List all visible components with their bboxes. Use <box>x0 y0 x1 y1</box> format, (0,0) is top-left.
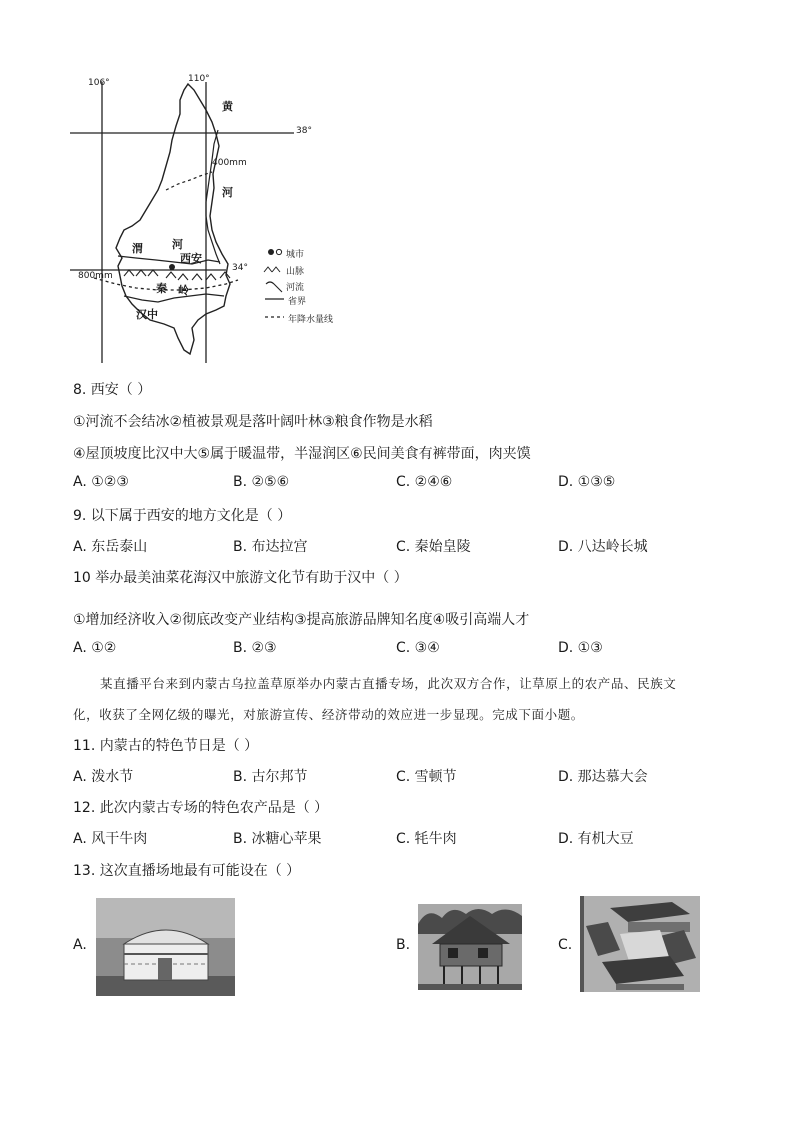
q12-option-c[interactable]: C. 牦牛肉 <box>396 831 457 847</box>
region-map <box>66 70 366 365</box>
legend-mountain-symbol <box>264 267 280 272</box>
river-he-label: 河 <box>222 186 233 199</box>
isohyet-800-label: 800mm <box>78 271 113 281</box>
q8-option-b[interactable]: B. ②⑤⑥ <box>233 474 290 490</box>
q11-option-a[interactable]: A. 泼水节 <box>73 769 134 785</box>
q10-stem: 10 举办最美油菜花海汉中旅游文化节有助于汉中（ ） <box>73 570 408 586</box>
q11-option-d[interactable]: D. 那达慕大会 <box>558 769 648 785</box>
courtyard-house-drawing <box>580 896 700 992</box>
q13-option-a-label[interactable]: A. <box>73 937 87 953</box>
q8-statement-line2: ④屋顶坡度比汉中大⑤属于暖温带，半湿润区⑥民间美食有裤带面，肉夹馍 <box>73 446 531 462</box>
lat-34-label: 34° <box>232 263 248 273</box>
q10-option-a[interactable]: A. ①② <box>73 640 117 656</box>
q8-option-d[interactable]: D. ①③⑤ <box>558 474 616 490</box>
isohyet-400 <box>166 172 212 190</box>
q12-option-b[interactable]: B. 冰糖心苹果 <box>233 831 322 847</box>
passage-line1: 某直播平台来到内蒙古乌拉盖草原举办内蒙古直播专场，此次双方合作，让草原上的农产品、民族文 <box>100 676 677 691</box>
q10-statement-line1: ①增加经济收入②彻底改变产业结构③提高旅游品牌知名度④吸引高端人才 <box>73 612 530 628</box>
stilt-house-drawing <box>418 904 522 990</box>
legend-mountain-label: 山脉 <box>286 267 305 277</box>
isohyet-400-label: 400mm <box>212 158 247 168</box>
q9-stem: 9. 以下属于西安的地方文化是（ ） <box>73 508 292 524</box>
q8-option-c[interactable]: C. ②④⑥ <box>396 474 453 490</box>
legend-isohyet-label: 年降水量线 <box>288 315 334 325</box>
q10-option-b[interactable]: B. ②③ <box>233 640 277 656</box>
legend-city-label: 城市 <box>286 250 305 260</box>
province-border <box>116 84 230 354</box>
q8-stem: 8. 西安（ ） <box>73 382 152 398</box>
q13-stem: 13. 这次直播场地最有可能设在（ ） <box>73 863 301 879</box>
yurt-photo[interactable] <box>96 898 235 996</box>
city-hanzhong-label: 汉中 <box>136 308 158 321</box>
q9-option-b[interactable]: B. 布达拉宫 <box>233 539 308 555</box>
stilt-house-photo[interactable] <box>418 904 522 990</box>
q12-option-d[interactable]: D. 有机大豆 <box>558 831 634 847</box>
legend-city-dot <box>268 249 274 255</box>
mountain-ling-label: 岭 <box>178 284 189 297</box>
xian-city-dot <box>169 264 175 270</box>
q11-option-c[interactable]: C. 雪顿节 <box>396 769 457 785</box>
mountain-qin-label: 秦 <box>156 282 167 295</box>
q10-option-d[interactable]: D. ①③ <box>558 640 603 656</box>
q10-option-c[interactable]: C. ③④ <box>396 640 440 656</box>
q9-option-d[interactable]: D. 八达岭长城 <box>558 539 648 555</box>
q11-stem: 11. 内蒙古的特色节日是（ ） <box>73 738 259 754</box>
city-xian-label: 西安 <box>180 252 202 265</box>
q9-option-a[interactable]: A. 东岳泰山 <box>73 539 148 555</box>
wei-river <box>118 256 220 264</box>
weihe-wei-label: 渭 <box>132 242 143 255</box>
legend-river-symbol <box>266 282 282 292</box>
q13-option-b-label[interactable]: B. <box>396 937 411 953</box>
courtyard-house-photo[interactable] <box>580 896 700 992</box>
passage-line2: 化，收获了全网亿级的曝光，对旅游宣传、经济带动的效应进一步显现。完成下面小题。 <box>73 707 584 722</box>
q13-option-c-label[interactable]: C. <box>558 937 573 953</box>
lat-38-label: 38° <box>296 126 312 136</box>
legend-river-label: 河流 <box>286 283 305 293</box>
legend-border-label: 省界 <box>288 297 307 307</box>
river-huang-label: 黄 <box>222 100 233 113</box>
q8-option-a[interactable]: A. ①②③ <box>73 474 129 490</box>
lon-106-label: 106° <box>88 78 110 88</box>
qinling-mountains <box>124 270 230 280</box>
han-river <box>124 294 224 302</box>
q12-option-a[interactable]: A. 风干牛肉 <box>73 831 148 847</box>
weihe-he-label: 河 <box>172 238 183 251</box>
yurt-drawing <box>96 898 235 996</box>
lon-110-label: 110° <box>188 74 210 84</box>
legend-city-ring <box>276 249 281 254</box>
q12-stem: 12. 此次内蒙古专场的特色农产品是（ ） <box>73 800 329 816</box>
q8-statement-line1: ①河流不会结冰②植被景观是落叶阔叶林③粮食作物是水稻 <box>73 414 433 430</box>
q11-option-b[interactable]: B. 古尔邦节 <box>233 769 308 785</box>
q9-option-c[interactable]: C. 秦始皇陵 <box>396 539 471 555</box>
